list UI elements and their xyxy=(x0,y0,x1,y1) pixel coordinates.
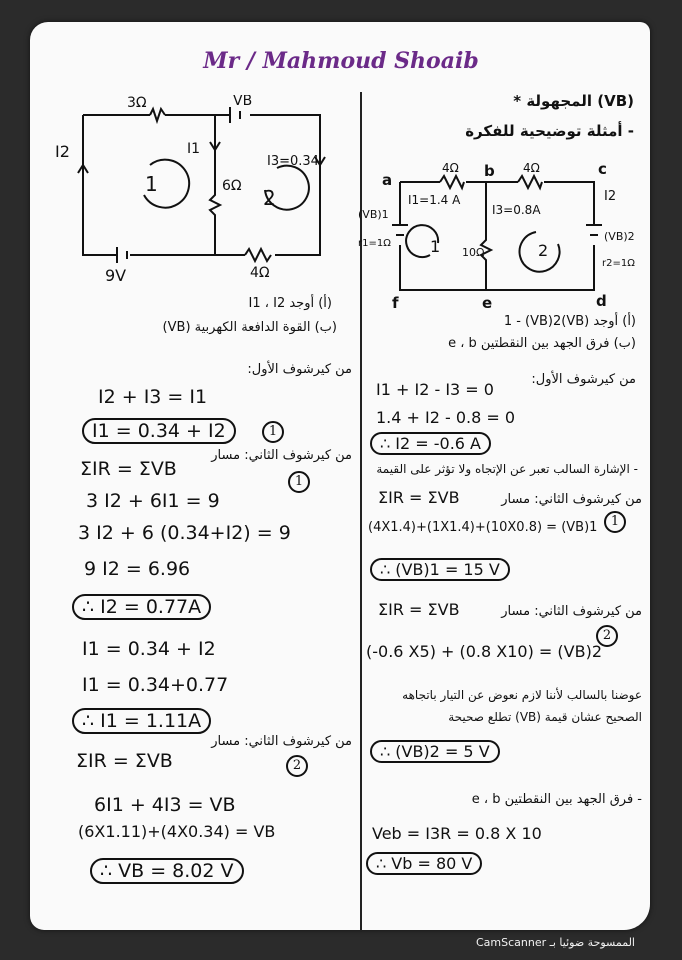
left-eq-4: 3 I2 + 6I1 = 9 xyxy=(86,490,220,512)
loop-2-number: 2 xyxy=(538,241,549,260)
right-question-b: (ب) فرق الجهد بين النقطتين e ، b xyxy=(448,336,636,351)
right-eq-6: ∴ (VB)1 = 15 V xyxy=(370,558,510,581)
right-kirchhoff-2-ref: 1 xyxy=(604,510,626,533)
label-3ohm: 3Ω xyxy=(127,95,147,111)
node-f: f xyxy=(392,294,399,310)
left-kirchhoff-2: من كيرشوف الثاني: مسار xyxy=(211,448,352,463)
left-eq-2: I1 = 0.34 + I2 xyxy=(82,418,236,444)
label-vb1: (VB)1 xyxy=(358,208,389,221)
right-kirchhoff-2: من كيرشوف الثاني: مسار xyxy=(501,492,642,507)
node-e: e xyxy=(482,294,493,310)
right-eq-11: ∴ Vb = 80 V xyxy=(366,852,482,875)
left-kirchhoff-3: من كيرشوف الثاني: مسار xyxy=(211,734,352,749)
battery-9v xyxy=(117,247,127,263)
right-eq-2: 1.4 + I2 - 0.8 = 0 xyxy=(376,408,516,427)
left-eq-5: 3 I2 + 6 (0.34+I2) = 9 xyxy=(78,522,291,544)
left-circuit-wires xyxy=(83,115,320,255)
right-eq-3: ∴ I2 = -0.6 A xyxy=(370,432,491,455)
right-eq-1: I1 + I2 - I3 = 0 xyxy=(376,380,494,399)
resistor-4ohm xyxy=(245,249,271,261)
label-r2: r2=1Ω xyxy=(602,258,635,269)
left-eq-3: ΣIR = ΣVB xyxy=(80,458,177,480)
right-note-2a: عوضنا بالسالب لأننا لازم نعوض عن التيار باتجاهه xyxy=(402,688,642,702)
right-subtitle: - أمثلة توضيحية للفكرة xyxy=(465,122,634,140)
left-eq-10: ∴ I1 = 1.11A xyxy=(72,708,211,734)
label-i3: I3=0.34 xyxy=(267,154,319,169)
right-eq-5: (4X1.4)+(1X1.4)+(10X0.8) = (VB)1 xyxy=(368,520,598,535)
middle-branch xyxy=(210,115,220,255)
right-note-2b: الصحيح عشان قيمة (VB) تطلع صحيحة xyxy=(448,710,642,724)
right-sign-note: - الإشارة السالب تعبر عن الإتجاه ولا تؤثر على القيمة xyxy=(376,462,638,476)
left-eq-14: ∴ VB = 8.02 V xyxy=(90,858,244,884)
left-question-b: (ب) القوة الدافعة الكهربية (VB) xyxy=(162,320,337,335)
left-circuit-diagram xyxy=(55,95,355,285)
label-6ohm: 6Ω xyxy=(222,178,242,194)
label-vb: VB xyxy=(233,95,253,109)
label-i2: I2 xyxy=(55,142,70,161)
label-r-bc: 4Ω xyxy=(523,161,540,175)
right-eq-8: (-0.6 X5) + (0.8 X10) = (VB)2 xyxy=(366,642,603,661)
label-i2: I2 xyxy=(604,189,617,204)
resistor-ab xyxy=(440,176,464,188)
right-eq-4: ΣIR = ΣVB xyxy=(378,488,460,507)
label-vb2: (VB)2 xyxy=(604,230,635,243)
left-eq-6: 9 I2 = 6.96 xyxy=(84,558,191,580)
right-title: (VB) المجهولة * xyxy=(513,92,634,110)
scanner-watermark: CamScanner الممسوحة ضوئيا بـ xyxy=(476,936,635,949)
battery-vb1 xyxy=(392,225,408,235)
label-4ohm: 4Ω xyxy=(250,265,270,281)
label-i3: I3=0.8A xyxy=(492,203,541,217)
right-kirchhoff-3: من كيرشوف الثاني: مسار xyxy=(501,604,642,619)
node-a: a xyxy=(382,171,393,189)
label-9v: 9V xyxy=(105,266,127,285)
left-eq-2-ref: 1 xyxy=(262,420,284,443)
right-kirchhoff-3-ref: 2 xyxy=(596,624,618,647)
resistor-bc xyxy=(518,176,542,188)
label-10ohm: 10Ω xyxy=(462,246,485,259)
battery-vb2 xyxy=(586,225,602,235)
left-kirchhoff-2-ref: 1 xyxy=(288,470,310,493)
left-eq-1: I2 + I3 = I1 xyxy=(98,386,208,408)
left-eq-7: ∴ I2 = 0.77A xyxy=(72,594,211,620)
right-eq-10: Veb = I3R = 0.8 X 10 xyxy=(372,824,542,843)
node-b: b xyxy=(484,162,495,180)
resistor-3ohm xyxy=(150,109,165,121)
author-title: Mr / Mahmoud Shoaib xyxy=(203,48,479,74)
label-i1: I1 xyxy=(187,141,201,157)
node-d: d xyxy=(596,292,607,310)
right-question-a: (أ) أوجد (VB)1 - (VB)2 xyxy=(503,314,636,329)
label-r1: r1=1Ω xyxy=(358,238,391,249)
right-circuit-diagram xyxy=(358,160,640,310)
left-eq-11: ΣIR = ΣVB xyxy=(76,750,173,772)
left-kirchhoff-1: من كيرشوف الأول: xyxy=(247,362,352,377)
left-kirchhoff-3-ref: 2 xyxy=(286,754,308,777)
loop-1-number: 1 xyxy=(430,237,441,256)
left-eq-13: (6X1.11)+(4X0.34) = VB xyxy=(78,822,276,841)
middle-branch-be xyxy=(481,182,491,290)
node-c: c xyxy=(598,160,607,178)
left-eq-8: I1 = 0.34 + I2 xyxy=(82,638,216,660)
left-eq-12: 6I1 + 4I3 = VB xyxy=(94,794,236,816)
right-eq-7: ΣIR = ΣVB xyxy=(378,600,460,619)
battery-vb-top xyxy=(230,107,240,123)
loop-1-number: 1 xyxy=(145,172,158,196)
left-question-a: (أ) أوجد I1 ، I2 xyxy=(248,296,332,311)
label-r-ab: 4Ω xyxy=(442,161,459,175)
right-potential-diff-heading: - فرق الجهد بين النقطتين e ، b xyxy=(471,792,642,807)
loop-2-number: 2 xyxy=(263,186,276,210)
left-eq-9: I1 = 0.34+0.77 xyxy=(82,674,229,696)
label-i1: I1=1.4 A xyxy=(408,193,461,207)
right-eq-9: ∴ (VB)2 = 5 V xyxy=(370,740,500,763)
right-kirchhoff-1: من كيرشوف الأول: xyxy=(531,372,636,387)
